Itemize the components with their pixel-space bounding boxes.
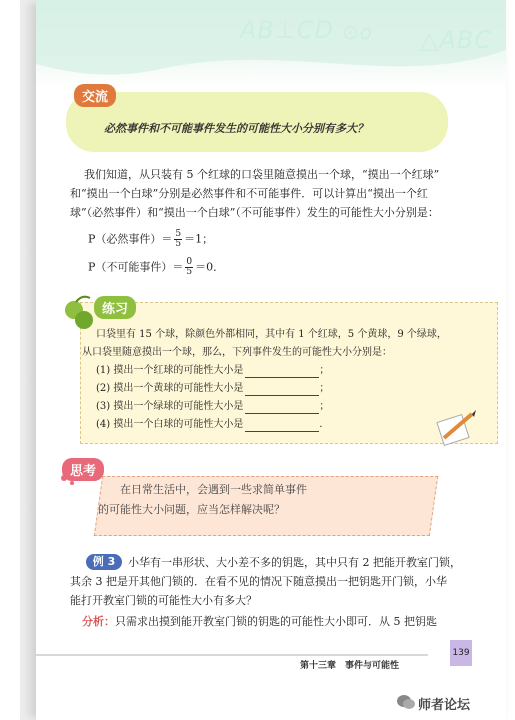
- practice-line-2: 从口袋里随意摸出一个球，那么，下列事件发生的可能性大小分别是：: [82, 347, 392, 358]
- practice-item-1: [96, 364, 329, 378]
- answer-blank[interactable]: [245, 403, 319, 414]
- example-line-3: 能打开教室门锁的可能性大小有多大？: [70, 594, 257, 607]
- wechat-icon: [396, 693, 416, 711]
- formula-impossible-right: ＝0．: [195, 260, 225, 274]
- formula-certain-left: P（必然事件）＝: [88, 232, 173, 246]
- think-line-2: 的可能性大小问题，应当怎样解决呢？: [98, 503, 285, 516]
- intro-line-3: 球”（必然事件）和“摸出一个白球”（不可能事件）发生的可能性大小分别是：: [70, 206, 439, 219]
- think-bubble-icon: [58, 474, 84, 488]
- intro-line-2: 和“摸出一个白球”分别是必然事件和不可能事件．可以计算出“摸出一个红: [70, 187, 428, 200]
- fraction-impossible: [185, 258, 193, 277]
- practice-line-1: 口袋里有 15 个球，除颜色外都相同，其中有 1 个红球，5 个黄球，9 个绿球，: [96, 329, 447, 340]
- practice-item-text: (2) 摸出一个黄球的可能性大小是: [96, 383, 244, 394]
- watermark: 师者论坛: [418, 698, 471, 713]
- exchange-tag: 交流: [74, 84, 116, 107]
- deco-circle: ⊙o: [342, 20, 373, 44]
- exchange-question: 必然事件和不可能事件发生的可能性大小分别有多大？: [104, 122, 368, 135]
- practice-item-4: [96, 418, 329, 432]
- practice-tag: 练习: [94, 296, 136, 319]
- practice-item-text: (4) 摸出一个白球的可能性大小是: [96, 419, 244, 430]
- page-number: 139: [452, 648, 470, 658]
- fraction-denominator: 5: [175, 239, 182, 249]
- analysis-text: 只需求出摸到能开教室门锁的钥匙的可能性大小即可．从 5 把钥匙: [115, 615, 437, 628]
- formula-impossible-left: P（不可能事件）＝: [88, 260, 184, 274]
- practice-item-text: (3) 摸出一个绿球的可能性大小是: [96, 401, 244, 412]
- practice-item-text: (1) 摸出一个红球的可能性大小是: [96, 365, 244, 376]
- analysis-line: [82, 613, 437, 630]
- think-tag: 思考: [62, 458, 104, 481]
- practice-item-end: ．: [319, 419, 330, 430]
- example-line-2: 其余 3 把是开其他门锁的．在看不见的情况下随意摸出一把钥匙开门锁，小华: [70, 575, 447, 588]
- formula-impossible: [88, 258, 224, 277]
- practice-item-end: ；: [319, 383, 330, 394]
- answer-blank[interactable]: [245, 367, 319, 378]
- chapter-title: 第十三章 事件与可能性: [300, 661, 400, 671]
- think-line-1: 在日常生活中，会遇到一些求简单事件: [120, 483, 307, 496]
- notebook-pencil-icon: [434, 408, 478, 448]
- formula-certain: [88, 230, 213, 249]
- fraction-numerator: 5: [175, 229, 182, 239]
- fraction-numerator: 0: [186, 257, 193, 267]
- analysis-label: 分析：: [82, 615, 115, 628]
- fraction-denominator: 5: [186, 267, 193, 277]
- fraction-certain: [174, 230, 182, 249]
- footer-rule: [36, 654, 428, 656]
- page-edge: [20, 0, 36, 720]
- example-line-1: 小华有一串形状、大小差不多的钥匙，其中只有 2 把能开教室门锁，: [128, 556, 461, 569]
- answer-blank[interactable]: [245, 421, 319, 432]
- intro-line-1: 我们知道，从只装有 5 个红球的口袋里随意摸出一个球，“摸出一个红球”: [84, 168, 440, 181]
- example-tag: 例 3: [86, 554, 122, 570]
- answer-blank[interactable]: [245, 385, 319, 396]
- practice-item-end: ；: [319, 365, 330, 376]
- deco-perpendicular: AB⊥CD: [240, 16, 335, 44]
- textbook-page: [36, 0, 506, 720]
- deco-triangle: △ABC: [420, 26, 493, 54]
- practice-item-end: ；: [319, 401, 330, 412]
- formula-certain-right: ＝1；: [184, 232, 214, 246]
- practice-item-3: [96, 400, 329, 414]
- practice-item-2: [96, 382, 329, 396]
